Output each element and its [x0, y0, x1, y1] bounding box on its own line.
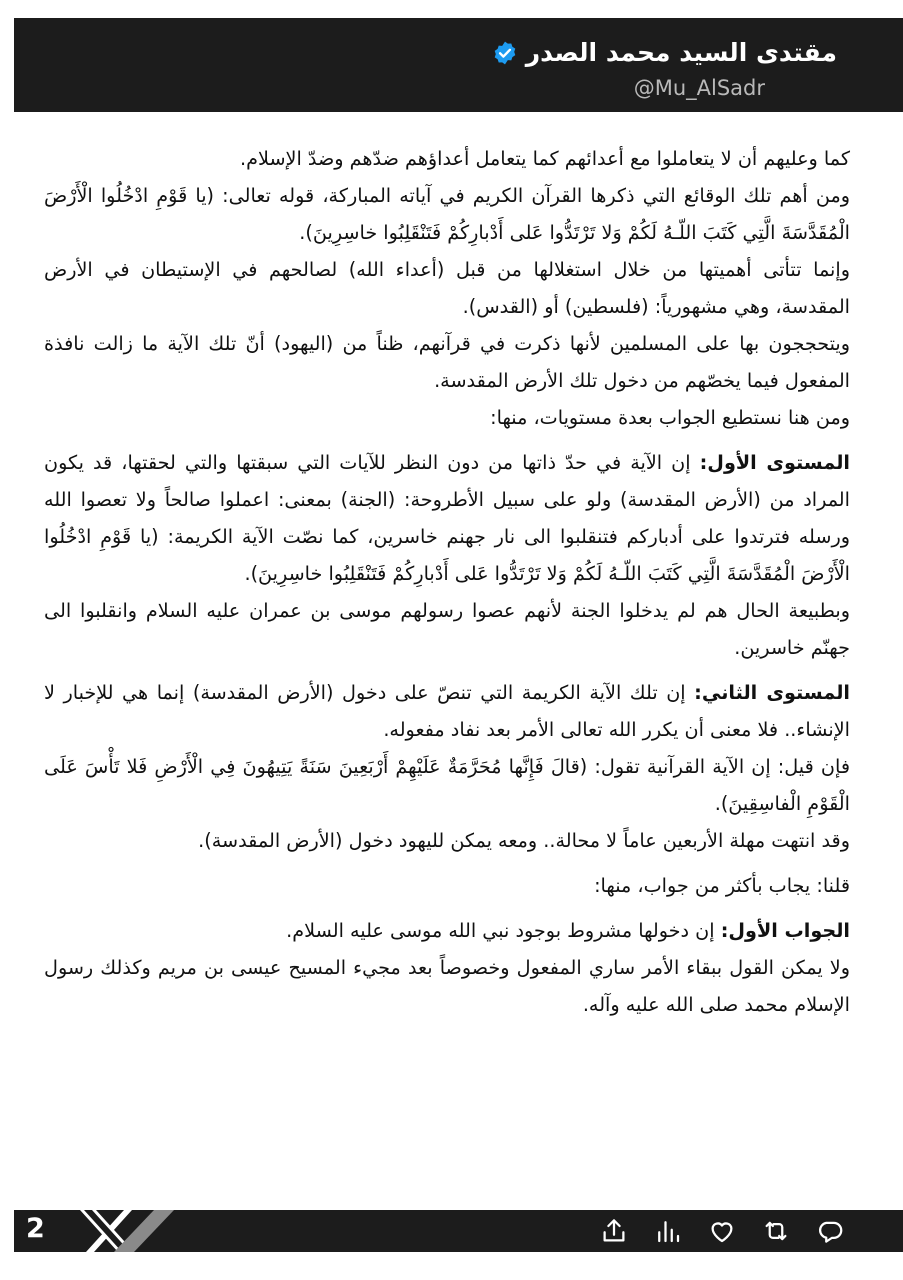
post-body — [44, 140, 850, 1023]
answer-1-text: إن دخولها مشروط بوجود نبي الله موسى عليه السلام. — [286, 919, 721, 942]
paragraph: ويتحججون بها على المسلمين لأنها ذكرت في قرآنهم، ظناً من (اليهود) أنّ تلك الآية ما زالت نافذة المفعول فيما يخصّهم من دخول تلك الأرض المقدسة. — [44, 332, 850, 392]
author-name[interactable]: مقتدى السيد محمد الصدر — [525, 38, 837, 67]
paragraph: وبطبيعة الحال هم لم يدخلوا الجنة لأنهم عصوا رسولهم موسى بن عمران عليه السلام وانقلبوا الى جهنّم خاسرين. — [44, 599, 850, 659]
post-header — [14, 18, 903, 112]
level-2-text: إن تلك الآية الكريمة التي تنصّ على دخول (الأرض المقدسة) إنما هي للإخبار لا الإنشاء.. فلا معنى أن يكرر الله تعالى الأمر بعد نفاد مفعوله. — [44, 681, 850, 741]
paragraph-level-2 — [44, 674, 850, 748]
answer-1-label: الجواب الأول: — [720, 919, 850, 942]
level-1-label: المستوى الأول: — [699, 451, 850, 474]
left-margin — [0, 0, 14, 1280]
reply-icon[interactable] — [815, 1216, 845, 1246]
decorative-stripe — [114, 1210, 174, 1252]
paragraph: كما وعليهم أن لا يتعاملوا مع أعدائهم كما يتعامل أعداؤهم ضدّهم وضدّ الإسلام. — [240, 147, 850, 170]
author-handle[interactable]: @Mu_AlSadr — [633, 76, 765, 100]
post-footer — [14, 1210, 903, 1252]
paragraph: ولا يمكن القول ببقاء الأمر ساري المفعول وخصوصاً بعد مجيء المسيح عيسى بن مريم وكذلك رسول الإسلام محمد صلى الله عليه وآله. — [44, 956, 850, 1016]
paragraph: قلنا: يجاب بأكثر من جواب، منها: — [594, 874, 850, 897]
paragraph: وقد انتهت مهلة الأربعين عاماً لا محالة.. ومعه يمكن لليهود دخول (الأرض المقدسة). — [198, 829, 850, 852]
paragraph: ومن أهم تلك الوقائع التي ذكرها القرآن الكريم في آياته المباركة، قوله تعالى: (يا قَوْمِ ادْخُلُوا الْأَرْضَ الْمُقَدَّسَةَ الَّتِي كَتَبَ اللّـهُ لَكُمْ وَلا تَرْتَدُّوا عَلى أَدْبارِكُمْ فَتَنْقَلِبُوا خاسِرِينَ). — [44, 184, 850, 244]
share-icon[interactable] — [599, 1216, 629, 1246]
paragraph: فإن قيل: إن الآية القرآنية تقول: (قالَ فَإِنَّها مُحَرَّمَةٌ عَلَيْهِمْ أَرْبَعِينَ سَنَةً يَتِيهُونَ فِي الْأَرْضِ فَلا تَأْسَ عَلَى الْقَوْمِ الْفاسِقِينَ). — [44, 755, 850, 815]
paragraph: وإنما تتأتى أهميتها من خلال استغلالها من قبل (أعداء الله) لصالحهم في الإستيطان في الأرض المقدسة، وهي مشهورياً: (فلسطين) أو (القدس). — [44, 258, 850, 318]
action-bar — [599, 1216, 845, 1246]
verified-badge-icon — [492, 40, 518, 66]
paragraph-level-1 — [44, 444, 850, 592]
level-2-label: المستوى الثاني: — [694, 681, 850, 704]
heart-icon[interactable] — [707, 1216, 737, 1246]
author-block[interactable] — [492, 38, 837, 67]
paragraph-answer-1 — [44, 912, 850, 949]
level-1-text: إن الآية في حدّ ذاتها من دون النظر للآيات التي سبقتها والتي لحقتها، قد يكون المراد من (الأرض المقدسة) ولو على سبيل الأطروحة: (الجنة) بمعنى: اعملوا صالحاً ولا تعصوا الله ورسله فترتدوا على أدباركم فتنقلبوا الى نار جهنم خاسرين، كما نصّت الآية الكريمة: (يا قَوْمِ ادْخُلُوا الْأَرْضَ الْمُقَدَّسَةَ الَّتِي كَتَبَ اللّـهُ لَكُمْ وَلا تَرْتَدُّوا عَلى أَدْبارِكُمْ فَتَنْقَلِبُوا خاسِرِينَ). — [44, 451, 850, 585]
repost-icon[interactable] — [761, 1216, 791, 1246]
page-number: 2 — [26, 1213, 45, 1244]
paragraph: ومن هنا نستطيع الجواب بعدة مستويات، منها: — [490, 406, 850, 429]
views-icon[interactable] — [653, 1216, 683, 1246]
